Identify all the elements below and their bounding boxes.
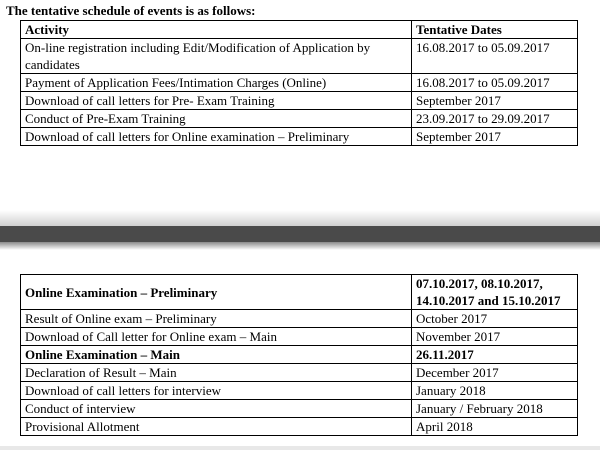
dates-cell: December 2017 <box>412 364 578 382</box>
activity-cell: Download of Call letter for Online exam – Main <box>21 328 412 346</box>
dates-cell: September 2017 <box>412 92 578 110</box>
schedule-table-part1 <box>20 20 578 146</box>
table-row <box>21 364 578 382</box>
table-row <box>21 92 578 110</box>
activity-cell: Payment of Application Fees/Intimation Charges (Online) <box>21 74 412 92</box>
activity-cell: Provisional Allotment <box>21 418 412 436</box>
dates-cell <box>412 275 578 310</box>
activity-cell: Download of call letters for interview <box>21 382 412 400</box>
activity-column-header: Activity <box>21 21 412 39</box>
activity-cell: Download of call letters for Pre- Exam Training <box>21 92 412 110</box>
activity-cell: Download of call letters for Online examination – Preliminary <box>21 128 412 146</box>
table-row <box>21 400 578 418</box>
activity-cell: Online Examination – Main <box>21 346 412 364</box>
dates-cell: 26.11.2017 <box>412 346 578 364</box>
dates-cell: November 2017 <box>412 328 578 346</box>
dates-line: 14.10.2017 and 15.10.2017 <box>416 293 561 308</box>
table-row <box>21 346 578 364</box>
dates-cell: April 2018 <box>412 418 578 436</box>
table-header-row <box>21 21 578 39</box>
separator-shadow-bottom <box>0 242 600 250</box>
table-row <box>21 128 578 146</box>
dates-cell: January 2018 <box>412 382 578 400</box>
activity-cell: Online Examination – Preliminary <box>21 275 412 310</box>
table-row <box>21 382 578 400</box>
table-row <box>21 110 578 128</box>
dates-column-header: Tentative Dates <box>412 21 578 39</box>
dates-cell: 23.09.2017 to 29.09.2017 <box>412 110 578 128</box>
table-row <box>21 39 578 74</box>
dates-cell: 16.08.2017 to 05.09.2017 <box>412 74 578 92</box>
activity-cell: Conduct of interview <box>21 400 412 418</box>
activity-cell: On-line registration including Edit/Modification of Application by candidates <box>21 39 412 74</box>
separator-band <box>0 226 600 242</box>
table-row <box>21 275 578 310</box>
activity-cell: Conduct of Pre-Exam Training <box>21 110 412 128</box>
activity-cell: Result of Online exam – Preliminary <box>21 310 412 328</box>
table-row <box>21 310 578 328</box>
schedule-heading: The tentative schedule of events is as follows: <box>6 3 256 18</box>
dates-cell: 16.08.2017 to 05.09.2017 <box>412 39 578 74</box>
dates-line: 07.10.2017, 08.10.2017, <box>416 276 543 291</box>
schedule-table-part2 <box>20 274 578 436</box>
table-row <box>21 328 578 346</box>
separator-shadow-top <box>0 210 600 226</box>
dates-cell: September 2017 <box>412 128 578 146</box>
activity-cell: Declaration of Result – Main <box>21 364 412 382</box>
table-row <box>21 74 578 92</box>
table-row <box>21 418 578 436</box>
page-bottom-edge <box>0 446 600 450</box>
dates-cell: January / February 2018 <box>412 400 578 418</box>
dates-cell: October 2017 <box>412 310 578 328</box>
